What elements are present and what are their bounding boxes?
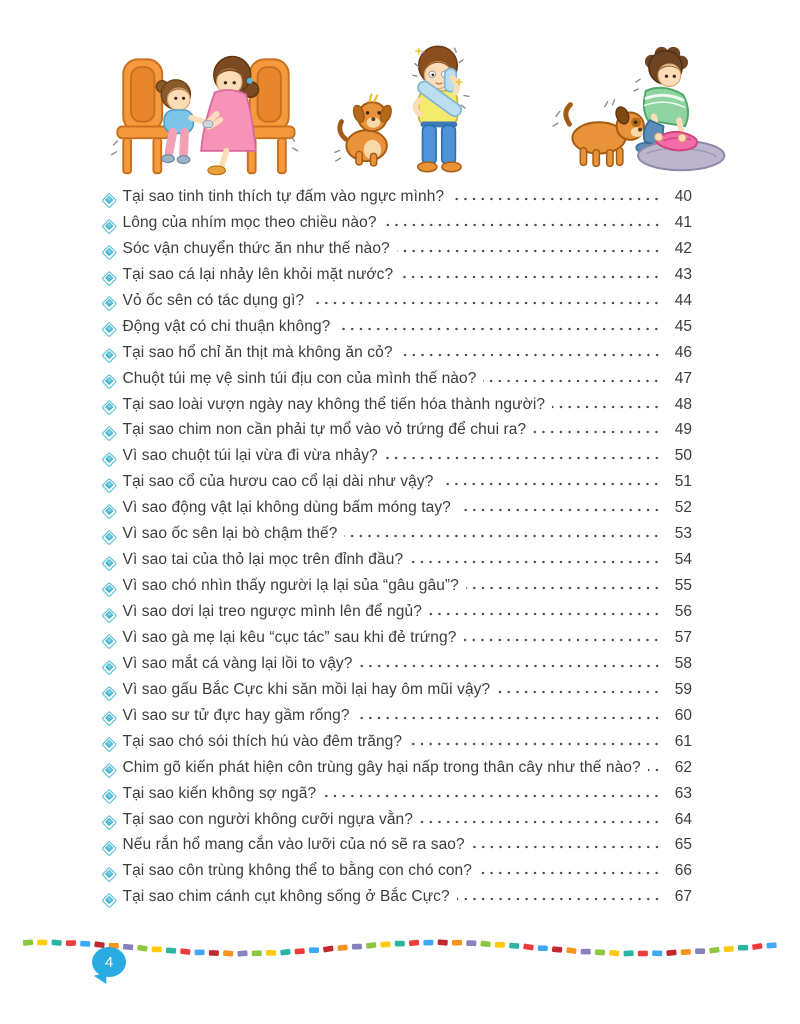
header-illustrations xyxy=(0,36,800,186)
diamond-bullet-icon xyxy=(102,582,117,597)
toc-entry xyxy=(104,188,692,214)
toc-entry xyxy=(104,525,692,551)
dot-leader-icon xyxy=(384,223,661,227)
diamond-bullet-icon xyxy=(102,530,117,545)
dot-leader-icon xyxy=(440,482,661,486)
diamond-bullet-icon xyxy=(102,374,117,389)
diamond-bullet-icon xyxy=(102,400,117,415)
toc-entry-page: 59 xyxy=(674,680,692,698)
illustration-folding-laundry-dog xyxy=(542,40,740,182)
diamond-bullet-icon xyxy=(102,348,117,363)
toc-entry xyxy=(104,396,692,422)
toc-entry-page: 43 xyxy=(674,265,692,283)
toc-entry xyxy=(104,811,692,837)
dot-leader-icon xyxy=(466,586,661,590)
diamond-bullet-icon xyxy=(102,478,117,493)
toc-entry-page: 64 xyxy=(674,810,692,828)
diamond-bullet-icon xyxy=(102,296,117,311)
toc-entry xyxy=(104,655,692,681)
dot-leader-icon xyxy=(479,871,661,875)
dot-leader-icon xyxy=(337,327,661,331)
diamond-bullet-icon xyxy=(102,659,117,674)
dot-leader-icon xyxy=(410,560,661,564)
dot-leader-icon xyxy=(420,820,661,824)
toc-entry xyxy=(104,551,692,577)
diamond-bullet-icon xyxy=(102,841,117,856)
diamond-bullet-icon xyxy=(102,608,117,623)
dot-leader-icon xyxy=(323,794,661,798)
toc-entry-page: 67 xyxy=(674,888,692,906)
toc-entry-title: Lông của nhím mọc theo chiều nào? xyxy=(122,213,377,231)
toc-entry-page: 48 xyxy=(674,395,692,413)
dot-leader-icon xyxy=(497,690,661,694)
toc-entry-page: 52 xyxy=(674,499,692,517)
dot-leader-icon xyxy=(429,612,661,616)
dot-leader-icon xyxy=(311,301,661,305)
toc-entry-title: Vì sao động vật lại không dùng bấm móng tay? xyxy=(122,499,451,517)
diamond-bullet-icon xyxy=(102,633,117,648)
toc-entry xyxy=(104,603,692,629)
toc-entry-title: Vì sao dơi lại treo ngược mình lên để ngủ? xyxy=(122,603,422,620)
dot-leader-icon xyxy=(409,742,661,746)
toc-entry-title: Tại sao chim cánh cụt không sống ở Bắc Cực? xyxy=(122,888,450,906)
toc-entry-title: Chim gõ kiến phát hiện côn trùng gây hại nấp trong thân cây như thế nào? xyxy=(122,758,641,776)
toc-entry-title: Vì sao tai của thỏ lại mọc trên đỉnh đầu? xyxy=(122,551,404,569)
diamond-bullet-icon xyxy=(102,504,117,519)
toc-entry-title: Tại sao con người không cưỡi ngựa vằn? xyxy=(122,810,413,828)
toc-entry-page: 63 xyxy=(674,784,692,802)
toc-entry-title: Vì sao ốc sên lại bò chậm thế? xyxy=(122,525,338,543)
toc-entry-title: Tại sao côn trùng không thể to bằng con chó con? xyxy=(122,862,472,880)
toc-entry xyxy=(104,862,692,888)
diamond-bullet-icon xyxy=(102,737,117,752)
toc-entry xyxy=(104,681,692,707)
toc-entry-title: Nếu rắn hổ mang cắn vào lưỡi của nó sẽ ra sao? xyxy=(122,836,465,854)
toc-entry-page: 56 xyxy=(674,603,692,620)
dot-leader-icon xyxy=(552,405,661,409)
toc-entry-title: Tại sao hổ chỉ ăn thịt mà không ăn cỏ? xyxy=(122,343,393,361)
diamond-bullet-icon xyxy=(102,452,117,467)
dot-leader-icon xyxy=(400,353,661,357)
dot-leader-icon xyxy=(360,664,662,668)
diamond-bullet-icon xyxy=(102,322,117,337)
toc-entry-page: 66 xyxy=(674,862,692,880)
toc-entry-page: 45 xyxy=(674,317,692,335)
diamond-bullet-icon xyxy=(102,789,117,804)
dot-leader-icon xyxy=(385,456,661,460)
toc-entry-page: 62 xyxy=(674,758,692,776)
toc-entry-title: Vì sao gà mẹ lại kêu “cục tác” sau khi đẻ trứng? xyxy=(122,628,457,646)
diamond-bullet-icon xyxy=(102,815,117,830)
page-number-bubble xyxy=(92,947,126,977)
dot-leader-icon xyxy=(483,379,661,383)
toc-entry-page: 60 xyxy=(674,706,692,724)
diamond-bullet-icon xyxy=(102,685,117,700)
toc-entry xyxy=(104,214,692,240)
diamond-bullet-icon xyxy=(102,218,117,233)
toc-entry-title: Vì sao chuột túi lại vừa đi vừa nhảy? xyxy=(122,447,378,465)
dot-leader-icon xyxy=(458,508,661,512)
diamond-bullet-icon xyxy=(102,711,117,726)
toc-entry xyxy=(104,266,692,292)
toc-entry xyxy=(104,785,692,811)
toc-entry xyxy=(104,447,692,473)
toc-entry-title: Tại sao kiến không sợ ngã? xyxy=(122,784,317,802)
diamond-bullet-icon xyxy=(102,193,117,208)
toc-entry-page: 46 xyxy=(674,343,692,361)
toc-entry-title: Tại sao chim non cần phải tự mổ vào vỏ trứng để chui ra? xyxy=(122,421,527,439)
dot-leader-icon xyxy=(457,897,661,901)
toc-entry xyxy=(104,292,692,318)
toc-entry xyxy=(104,344,692,370)
toc-entry xyxy=(104,499,692,525)
toc-entry xyxy=(104,577,692,603)
diamond-bullet-icon xyxy=(102,867,117,882)
toc-entry xyxy=(104,888,692,914)
toc-entry-title: Vì sao gấu Bắc Cực khi săn mồi lại hay ôm mũi vậy? xyxy=(122,680,491,698)
toc-entry-title: Tại sao cổ của hươu cao cổ lại dài như vậy? xyxy=(122,473,434,491)
toc-entry-page: 51 xyxy=(674,473,692,491)
toc-entry-title: Động vật có chi thuận không? xyxy=(122,317,331,335)
toc-entry xyxy=(104,421,692,447)
toc-entry-page: 49 xyxy=(674,421,692,439)
toc-entry xyxy=(104,707,692,733)
toc-entry xyxy=(104,836,692,862)
toc-entry-title: Vì sao sư tử đực hay gầm rống? xyxy=(122,706,350,724)
toc-entry-title: Vì sao mắt cá vàng lại lồi to vậy? xyxy=(122,654,353,672)
toc-entry xyxy=(104,759,692,785)
toc-entry-title: Chuột túi mẹ vệ sinh túi địu con của mình thế nào? xyxy=(122,369,477,387)
toc-entry xyxy=(104,370,692,396)
dot-leader-icon xyxy=(533,430,661,434)
toc-entry-title: Tại sao loài vượn ngày nay không thể tiến hóa thành người? xyxy=(122,395,546,413)
diamond-bullet-icon xyxy=(102,763,117,778)
toc-entry-page: 54 xyxy=(674,551,692,569)
toc-entry xyxy=(104,240,692,266)
toc-entry-page: 57 xyxy=(674,628,692,646)
toc-entry-page: 40 xyxy=(674,188,692,205)
dot-leader-icon xyxy=(648,768,661,772)
toc-entry-title: Tại sao tinh tinh thích tự đấm vào ngực mình? xyxy=(122,188,445,205)
dot-leader-icon xyxy=(451,197,661,201)
toc-entry-title: Vỏ ốc sên có tác dụng gì? xyxy=(122,291,305,309)
toc-entry xyxy=(104,733,692,759)
diamond-bullet-icon xyxy=(102,893,117,908)
dot-leader-icon xyxy=(397,249,661,253)
toc-entry-page: 61 xyxy=(674,732,692,750)
toc-entry-page: 53 xyxy=(674,525,692,543)
dot-leader-icon xyxy=(472,845,661,849)
diamond-bullet-icon xyxy=(102,426,117,441)
diamond-bullet-icon xyxy=(102,270,117,285)
toc-entry-title: Tại sao chó sói thích hú vào đêm trăng? xyxy=(122,732,403,750)
toc-entry-page: 42 xyxy=(674,239,692,257)
toc-entry-title: Sóc vận chuyển thức ăn như thế nào? xyxy=(122,239,390,257)
dot-leader-icon xyxy=(400,275,661,279)
table-of-contents xyxy=(104,188,692,914)
toc-entry xyxy=(104,473,692,499)
illustration-boy-towel-dog xyxy=(328,36,492,182)
toc-entry-title: Tại sao cá lại nhảy lên khỏi mặt nước? xyxy=(122,265,394,283)
toc-entry xyxy=(104,318,692,344)
diamond-bullet-icon xyxy=(102,556,117,571)
dot-leader-icon xyxy=(463,638,661,642)
dot-leader-icon xyxy=(357,716,661,720)
page-number: 4 xyxy=(104,953,114,971)
diamond-bullet-icon xyxy=(102,244,117,259)
toc-entry-page: 50 xyxy=(674,447,692,465)
toc-entry xyxy=(104,629,692,655)
toc-entry-page: 58 xyxy=(674,654,692,672)
toc-entry-page: 55 xyxy=(674,577,692,595)
toc-entry-title: Vì sao chó nhìn thấy người lạ lại sủa “gâu gâu”? xyxy=(122,577,459,595)
toc-entry-page: 65 xyxy=(674,836,692,854)
toc-entry-page: 44 xyxy=(674,291,692,309)
illustration-nail-clipping xyxy=(106,36,304,182)
toc-entry-page: 47 xyxy=(674,369,692,387)
dot-leader-icon xyxy=(344,534,661,538)
toc-entry-page: 41 xyxy=(674,213,692,231)
